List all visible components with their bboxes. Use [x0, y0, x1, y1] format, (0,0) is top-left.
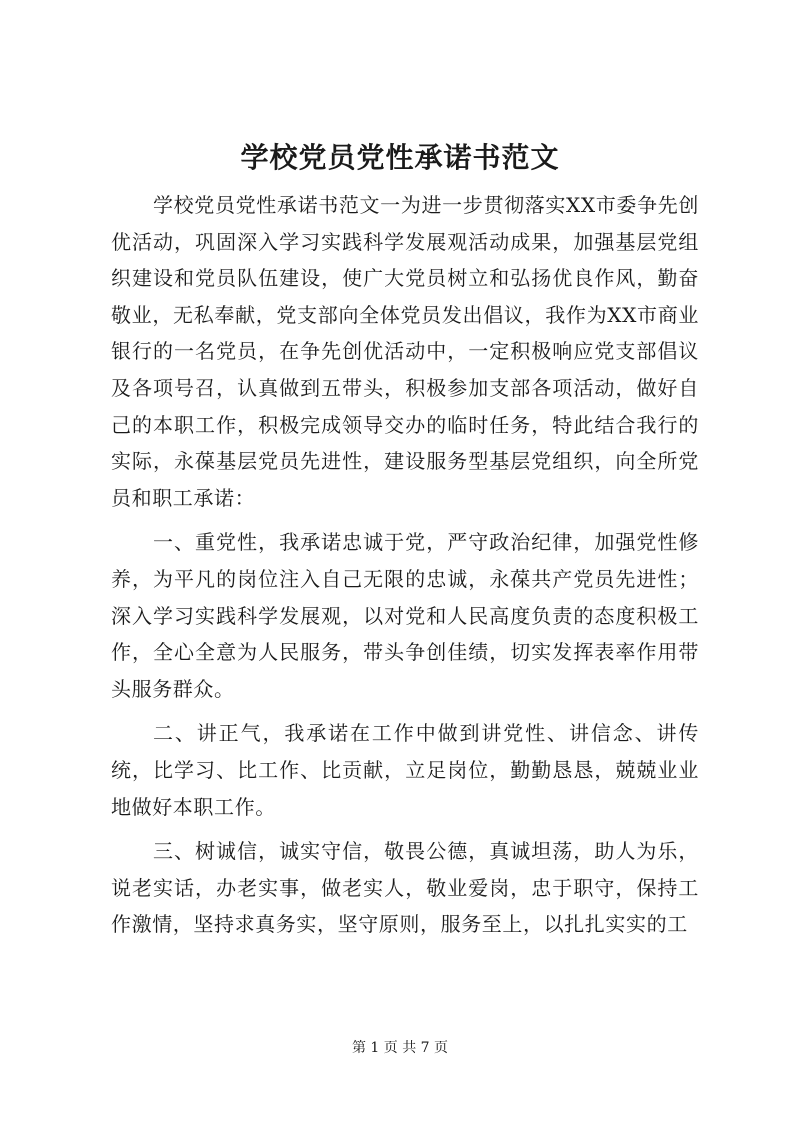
- paragraph-commitment-1: 一、重党性，我承诺忠诚于党，严守政治纪律，加强党性修养，为平凡的岗位注入自己无限的忠诚，永葆共产党员先进性；深入学习实践科学发展观，以对党和人民高度负责的态度积极工作，全心全意为人民服务，带头争创佳绩，切实发挥表率作用带头服务群众。: [111, 530, 699, 701]
- document-body: [111, 187, 699, 951]
- document-title: 学校党员党性承诺书范文: [240, 141, 560, 174]
- paragraph-commitment-2: 二、讲正气，我承诺在工作中做到讲党性、讲信念、讲传统，比学习、比工作、比贡献，立足岗位，勤勤恳恳，兢兢业业地做好本职工作。: [111, 721, 699, 819]
- paragraph-intro: 学校党员党性承诺书范文一为进一步贯彻落实XX市委争先创优活动，巩固深入学习实践科学发展观活动成果，加强基层党组织建设和党员队伍建设，使广大党员树立和弘扬优良作风，勤奋敬业，无私奉献，党支部向全体党员发出倡议，我作为XX市商业银行的一名党员，在争先创优活动中，一定积极响应党支部倡议及各项号召，认真做到五带头，积极参加支部各项活动，做好自己的本职工作，积极完成领导交办的临时任务，特此结合我行的实际，永葆基层党员先进性，建设服务型基层党组织，向全所党员和职工承诺：: [111, 193, 699, 510]
- page-footer: 第 1 页 共 7 页: [351, 1040, 449, 1056]
- paragraph-commitment-3: 三、树诚信，诚实守信，敬畏公德，真诚坦荡，助人为乐，说老实话，办老实事，做老实人，敬业爱岗，忠于职守，保持工作激情，坚持求真务实，坚守原则，服务至上，以扎扎实实的工: [111, 839, 699, 937]
